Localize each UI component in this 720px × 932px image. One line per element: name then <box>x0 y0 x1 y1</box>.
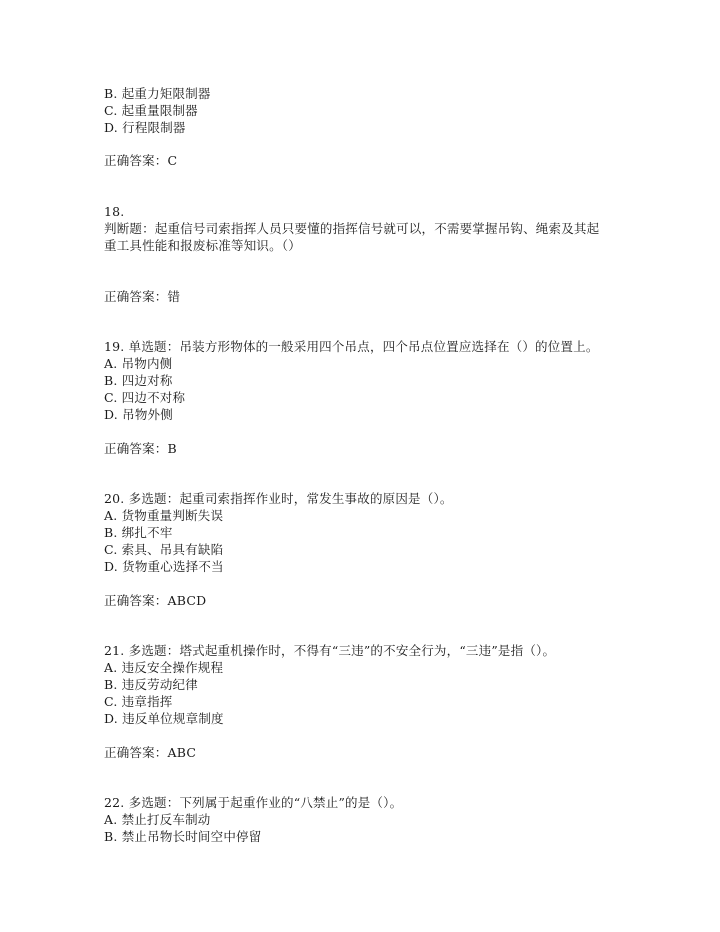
q18-text-line1: 判断题：起重信号司索指挥人员只要懂的指挥信号就可以，不需要掌握吊钩、绳索及其起 <box>104 221 600 236</box>
q19-option-a: A. 吊物内侧 <box>104 356 173 371</box>
q17-option-d: D. 行程限制器 <box>104 120 186 135</box>
q17-answer: 正确答案：C <box>104 153 178 168</box>
q19-option-d: D. 吊物外侧 <box>104 407 173 422</box>
q17-option-b: B. 起重力矩限制器 <box>104 86 211 101</box>
q20-option-d: D. 货物重心选择不当 <box>104 559 224 574</box>
q22-question: 22. 多选题：下列属于起重作业的“八禁止”的是（）。 <box>104 795 403 810</box>
q19-option-c: C. 四边不对称 <box>104 390 186 405</box>
q20-option-b: B. 绑扎不牢 <box>104 525 173 540</box>
q20-option-c: C. 索具、吊具有缺陷 <box>104 542 224 557</box>
q18-number: 18. <box>104 204 125 219</box>
q20-question: 20. 多选题：起重司索指挥作业时，常发生事故的原因是（）。 <box>104 491 453 506</box>
q22-option-a: A. 禁止打反车制动 <box>104 812 211 827</box>
q21-option-d: D. 违反单位规章制度 <box>104 711 224 726</box>
q21-option-a: A. 违反安全操作规程 <box>104 660 224 675</box>
q17-option-c: C. 起重量限制器 <box>104 103 198 118</box>
q21-option-c: C. 违章指挥 <box>104 694 173 709</box>
q20-answer: 正确答案：ABCD <box>104 593 207 608</box>
q22-option-b: B. 禁止吊物长时间空中停留 <box>104 829 262 844</box>
q21-answer: 正确答案：ABC <box>104 745 197 760</box>
q21-option-b: B. 违反劳动纪律 <box>104 677 198 692</box>
q18-answer: 正确答案：错 <box>104 289 181 304</box>
q18-text-line2: 重工具性能和报废标准等知识。（） <box>104 238 301 253</box>
q21-question: 21. 多选题：塔式起重机操作时，不得有“三违”的不安全行为，“三违”是指（）。 <box>104 643 556 658</box>
q20-option-a: A. 货物重量判断失误 <box>104 508 224 523</box>
q19-option-b: B. 四边对称 <box>104 373 173 388</box>
q19-question: 19. 单选题：吊装方形物体的一般采用四个吊点，四个吊点位置应选择在（）的位置上。 <box>104 339 599 354</box>
q19-answer: 正确答案：B <box>104 441 177 456</box>
